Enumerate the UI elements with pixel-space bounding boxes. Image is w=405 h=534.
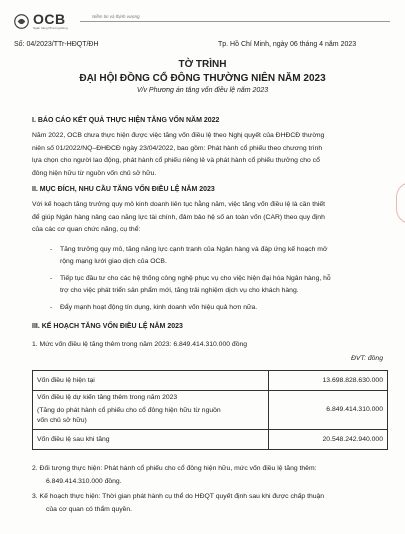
doc-title-line2: ĐẠI HỘI ĐỒNG CỔ ĐÔNG THƯỜNG NIÊN NĂM 2023 [79, 73, 326, 84]
bullet-dash: - [50, 246, 53, 253]
section-1-body [32, 130, 388, 180]
place-date: Tp. Hồ Chí Minh, ngày 06 tháng 4 năm 2023 [218, 41, 357, 48]
section-1-line: lựa chọn cho người lao động, phát hành cổ phiếu riêng lẻ và phát hành cổ phiếu thưởng cho cổ [32, 157, 320, 164]
row-value: 6.849.414.310.000 [269, 391, 388, 430]
section-2-heading: II. MỤC ĐÍCH, NHU CẦU TĂNG VỐN ĐIỀU LỆ NĂM 2023 [32, 186, 215, 193]
row-value: 20.548.242.940.000 [269, 429, 388, 449]
bullet-item: - Tăng trưởng quy mô, tăng năng lực cạnh tranh của Ngân hàng và đáp ứng kế hoạch mở rộng mạng lưới giao dịch của OCB. [50, 246, 328, 265]
capital-table [32, 370, 388, 450]
doc-subtitle: V/v Phương án tăng vốn điều lệ năm 2023 [136, 87, 269, 94]
section-2-line: của các cơ quan chức năng, cụ thể: [32, 226, 141, 233]
bullet-item: - Tiếp tục đầu tư cho các hệ thống công nghệ phục vụ cho việc hiện đại hóa Ngân hàng, hỗ trợ cho việc phát triển sản phẩm mới, tăng trải nghiệm dịch vụ cho khách hàng. [50, 275, 331, 294]
unit-label: ĐVT: đồng [351, 355, 383, 362]
logo-brand: OCB [33, 11, 66, 27]
section-2-line: để giúp Ngân hàng nâng cao năng lực tài chính, đảm bảo hệ số an toàn vốn (CAR) theo quy định [32, 213, 325, 221]
slogan: Niềm tin và thịnh vượng [92, 14, 140, 19]
section-2-line: Với kế hoạch tăng trưởng quy mô kinh doanh liên tục hằng năm, việc tăng vốn điều lệ là cần thiết [32, 201, 326, 208]
row-label: Vốn điều lệ dự kiến tăng thêm trong năm 2023 (Tăng do phát hành cổ phiếu cho cổ đông hiện hữu từ nguồn vốn chủ sở hữu) [33, 391, 269, 430]
section-3-item-2: 2. Đối tượng thực hiện: Phát hành cổ phiếu cho cổ đông hiện hữu, mức vốn điều lệ tăng thêm: 6.849.414.310.000 đồng. [32, 465, 317, 485]
section-1-line: Năm 2022, OCB chưa thực hiện được việc tăng vốn điều lệ theo Nghị quyết của ĐHĐCĐ thường [32, 132, 325, 139]
document-number: Số: 04/2023/TTr-HĐQT/ĐH [14, 41, 99, 48]
logo-subtitle: Ngân hàng Phương Đông [33, 26, 68, 30]
ocb-logo-icon [14, 14, 29, 29]
bullet-dash: - [50, 304, 53, 311]
bullet-dash: - [50, 275, 53, 282]
row-label: Vốn điều lệ hiện tại [33, 371, 269, 391]
section-3-item-1: 1. Mức vốn điều lệ tăng thêm trong năm 2023: 6.849.414.310.000 đồng [32, 341, 248, 348]
section-3-heading: III. KẾ HOẠCH TĂNG VỐN ĐIỀU LỆ NĂM 2023 [32, 323, 183, 330]
section-1-heading: I. BÁO CÁO KẾT QUẢ THỰC HIỆN TĂNG VỐN NĂM 2022 [32, 117, 220, 124]
table-row [33, 429, 388, 449]
row-value: 13.698.828.630.000 [269, 371, 388, 391]
section-1-line: niên số 01/2022/NQ–ĐHĐCĐ ngày 23/04/2022, bao gồm: Phát hành cổ phiếu theo chương trình [32, 144, 323, 152]
ocb-logo [14, 12, 68, 30]
header-divider [80, 21, 390, 22]
section-3-item-3: 3. Kế hoạch thực hiện: Thời gian phát hành cụ thể do HĐQT quyết định sau khi được chấp thuận của cơ quan có thẩm quyền. [32, 493, 325, 513]
section-2-body [32, 199, 388, 237]
doc-title: TỜ TRÌNH [178, 59, 227, 70]
red-stamp-edge [396, 182, 405, 224]
bullet-item: - Đẩy mạnh hoạt động tín dụng, kinh doanh vốn hiệu quả hơn nữa. [60, 302, 388, 314]
table-row [33, 391, 388, 430]
section-1-line: đông hiện hữu từ nguồn vốn chủ sở hữu. [32, 169, 157, 177]
table-row [33, 371, 388, 391]
row-label: Vốn điều lệ sau khi tăng [33, 429, 269, 449]
